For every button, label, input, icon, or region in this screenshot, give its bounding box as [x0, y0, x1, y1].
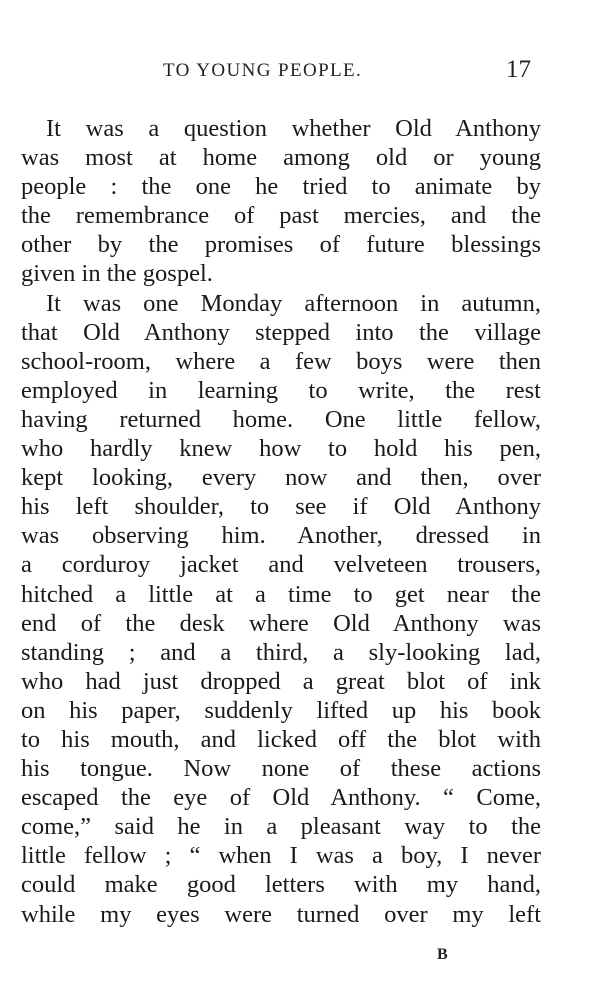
- page-number: 17: [506, 56, 531, 83]
- text-line: It was one Monday afternoon in autumn,: [46, 289, 541, 317]
- text-line: could make good letters with my hand,: [21, 871, 541, 899]
- text-line: come,” said he in a pleasant way to the: [21, 813, 541, 841]
- text-line: little fellow ; “ when I was a boy, I never: [21, 842, 541, 870]
- text-line: given in the gospel.: [21, 260, 213, 288]
- text-line: hitched a little at a time to get near the: [21, 580, 541, 608]
- text-line: a corduroy jacket and velveteen trousers,: [21, 551, 541, 579]
- text-line: other by the promises of future blessings: [21, 231, 541, 259]
- text-line: while my eyes were turned over my left: [21, 900, 541, 928]
- body-text: [21, 114, 541, 929]
- text-line: school-room, where a few boys were then: [21, 347, 541, 375]
- text-line: his tongue. Now none of these actions: [21, 755, 541, 783]
- text-line: who had just dropped a great blot of ink: [21, 667, 541, 695]
- running-head: TO YOUNG PEOPLE.: [163, 60, 363, 81]
- text-line: that Old Anthony stepped into the village: [21, 318, 541, 346]
- text-line: people : the one he tried to animate by: [21, 173, 541, 201]
- text-line: employed in learning to write, the rest: [21, 376, 541, 404]
- text-line: who hardly knew how to hold his pen,: [21, 435, 541, 463]
- text-line: It was a question whether Old Anthony: [46, 115, 541, 142]
- text-line: standing ; and a third, a sly-looking lad,: [21, 638, 541, 666]
- text-line: to his mouth, and licked off the blot with: [21, 725, 541, 753]
- text-line: the remembrance of past mercies, and the: [21, 202, 541, 230]
- text-line: was observing him. Another, dressed in: [21, 522, 541, 550]
- text-line: kept looking, every now and then, over: [21, 464, 541, 492]
- text-line: escaped the eye of Old Anthony. “ Come,: [21, 784, 541, 812]
- text-line: on his paper, suddenly lifted up his book: [21, 696, 541, 724]
- text-line: was most at home among old or young: [21, 144, 541, 172]
- text-line: his left shoulder, to see if Old Anthony: [21, 493, 541, 521]
- text-line: having returned home. One little fellow,: [21, 405, 541, 433]
- signature-mark: B: [437, 946, 448, 963]
- text-line: end of the desk where Old Anthony was: [21, 609, 541, 637]
